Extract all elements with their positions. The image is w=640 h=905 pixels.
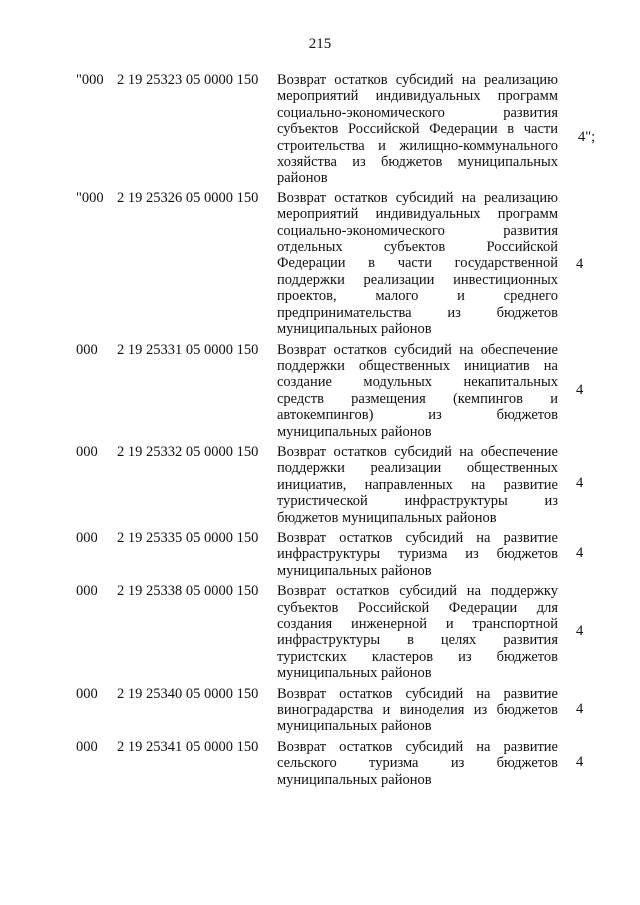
budget-classification-code: 2 19 25340 05 0000 150 [117,685,259,702]
description-line: муниципальных районов [277,423,432,440]
description-line: Возврат остатков субсидий на реализацию [277,72,558,88]
admin-code: 000 [76,529,98,546]
entry-number: 4 [576,700,584,717]
description-line: муниципальных районов [277,665,432,682]
description-line: хозяйства из бюджетов муниципальных [277,154,558,171]
budget-classification-code: 2 19 25332 05 0000 150 [117,443,259,460]
description-line: туристической инфраструктуры из [277,493,558,510]
budget-classification-code: 2 19 25341 05 0000 150 [117,738,259,755]
description-line: Возврат остатков субсидий на обеспечение [277,341,558,358]
admin-code: "000 [76,189,104,206]
description-line: инициатив, направленных на развитие [277,476,558,493]
entry-description [277,530,558,579]
budget-classification-code: 2 19 25335 05 0000 150 [117,529,259,546]
description-line: социально-экономического развития [277,222,558,239]
description-line: районов [277,170,328,187]
description-line: Возврат остатков субсидий на развитие [277,738,558,755]
description-line: проектов, малого и среднего [277,288,558,305]
description-line: поддержки реализации инвестиционных [277,271,558,288]
table-row [0,444,640,526]
description-line: создания инженерной и транспортной [277,616,558,632]
description-line: Возврат остатков субсидий на реализацию [277,189,558,206]
description-line: муниципальных районов [277,718,432,735]
budget-classification-code: 2 19 25326 05 0000 150 [117,189,259,206]
description-line: Возврат остатков субсидий на поддержку [277,583,558,600]
page-number: 215 [308,36,332,52]
table-row [0,739,640,788]
description-line: туристских кластеров из бюджетов [277,648,558,665]
description-line: строительства и жилищно-коммунального [277,137,558,154]
description-line: Возврат остатков субсидий на развитие [277,529,558,546]
admin-code: 000 [76,443,98,460]
admin-code: 000 [76,738,98,755]
entry-number: 4 [576,544,584,561]
description-line: мероприятий индивидуальных программ [277,206,558,223]
entry-number: 4 [576,623,584,640]
entry-number: 4 [576,381,584,398]
description-line: автокемпингов) из бюджетов [277,407,558,424]
description-line: поддержки общественных инициатив на [277,357,558,374]
description-line: инфраструктуры туризма из бюджетов [277,546,558,563]
budget-classification-code: 2 19 25323 05 0000 150 [117,72,259,88]
description-line: отдельных субъектов Российской [277,239,558,256]
entry-description [277,342,558,440]
description-line: средств размещения (кемпингов и [277,390,558,407]
description-line: субъектов Российской Федерации в части [277,121,558,138]
classification-table [0,72,640,788]
description-line: социально-экономического развития [277,104,558,121]
admin-code: 000 [76,685,98,702]
table-row [0,686,640,735]
description-line: Возврат остатков субсидий на обеспечение [277,443,558,460]
entry-description [277,686,558,735]
entry-number: 4 [576,753,584,770]
table-row [0,342,640,440]
admin-code: "000 [76,72,104,88]
description-line: сельского туризма из бюджетов [277,755,558,772]
entry-description [277,583,558,681]
description-line: муниципальных районов [277,321,432,338]
table-row [0,530,640,579]
description-line: Возврат остатков субсидий на развитие [277,685,558,702]
entry-description [277,72,558,187]
description-line: виноградарства и виноделия из бюджетов [277,702,558,719]
table-row [0,72,640,187]
entry-description [277,444,558,526]
entry-number: 4 [576,255,584,272]
table-row [0,583,640,681]
admin-code: 000 [76,341,98,358]
description-line: Федерации в части государственной [277,255,558,272]
description-line: мероприятий индивидуальных программ [277,88,558,105]
budget-classification-code: 2 19 25331 05 0000 150 [117,341,259,358]
entry-description [277,739,558,788]
entry-description [277,190,558,338]
description-line: муниципальных районов [277,562,432,579]
description-line: муниципальных районов [277,771,432,788]
description-line: создание модульных некапитальных [277,374,558,391]
description-line: субъектов Российской Федерации для [277,599,558,616]
table-row [0,190,640,338]
entry-number: 4"; [578,129,596,145]
description-line: предпринимательства из бюджетов [277,304,558,321]
description-line: инфраструктуры в целях развития [277,632,558,649]
description-line: поддержки реализации общественных [277,460,558,477]
admin-code: 000 [76,583,98,600]
description-line: бюджетов муниципальных районов [277,509,497,526]
entry-number: 4 [576,474,584,491]
budget-classification-code: 2 19 25338 05 0000 150 [117,583,259,600]
